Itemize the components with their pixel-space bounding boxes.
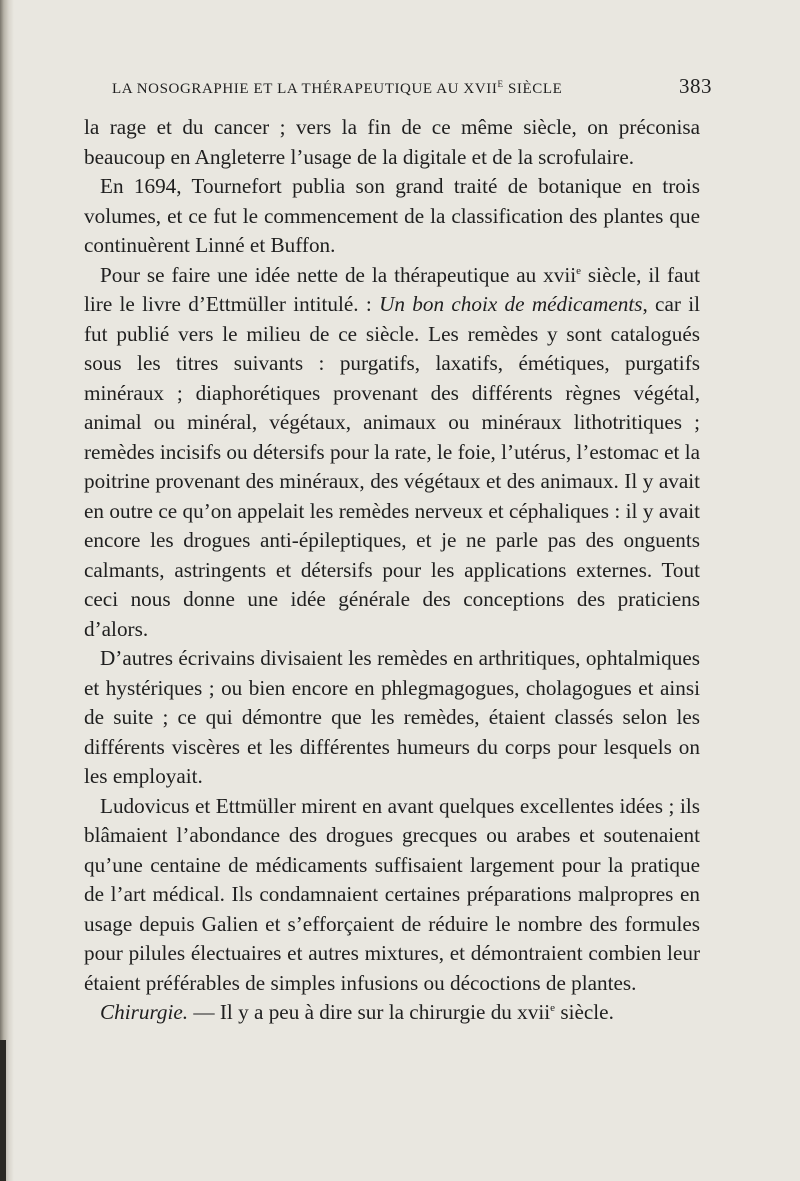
paragraph: la rage et du cancer ; vers la fin de ce même siècle, on préconisa beaucoup en Angleterre l’usage de la digitale et de la scrofulaire. — [84, 115, 700, 169]
running-title-text-end: SIÈCLE — [503, 81, 563, 97]
superscript: e — [550, 1001, 556, 1014]
book-title: Un bon choix de médicaments — [379, 292, 643, 316]
running-title-text: LA NOSOGRAPHIE ET LA THÉRAPEUTIQUE AU XVII — [112, 81, 498, 97]
paragraph: D’autres écrivains divisaient les remèdes en arthritiques, ophtalmiques et hystériques ; ou bien encore en phlegmagogues, cholagogues et ainsi de suite ; ce qui démontre que les remèdes, étaient classés selon les différents viscères et les différentes humeurs du corps pour lesquels on les employait. — [84, 646, 700, 788]
paragraph-text: siècle. — [555, 1000, 614, 1024]
running-header — [112, 74, 712, 104]
running-title — [112, 81, 562, 98]
paragraph — [84, 998, 700, 1028]
body-text — [84, 113, 700, 1028]
page-number: 383 — [679, 74, 712, 98]
paragraph: En 1694, Tournefort publia son grand traité de botanique en trois volumes, et ce fut le commencement de la classification des plantes que continuèrent Linné et Buffon. — [84, 174, 700, 257]
paragraph-text: — Il y a peu à dire sur la chirurgie du xvii — [188, 1000, 551, 1024]
paragraph-text: Pour se faire une idée nette de la thérapeutique au xvii — [100, 262, 577, 287]
paragraph: Ludovicus et Ettmüller mirent en avant quelques excellentes idées ; ils blâmaient l’abondance des drogues grecques ou arabes et soutenaient qu’une centaine de médicaments suffisaient largement pour la pratique de l’art médical. Ils condamnaient certaines préparations malpropres en usage depuis Galien et s’efforçaient de réduire le nombre des formules pour pilules électuaires et autres mixtures, et démontraient combien leur étaient préférables de simples infusions ou décoctions de plantes. — [84, 793, 700, 995]
running-title-superscript: E — [497, 79, 504, 89]
page-binding-shadow — [0, 0, 14, 1181]
paragraph-text: siècle, il faut lire le livre d’Ettmüller intitulé. : — [84, 262, 700, 316]
paragraph — [84, 261, 700, 645]
paragraph-text: , car il fut publié vers le milieu de ce siècle. Les remèdes y sont catalogués sous les titres suivants : purgatifs, laxatifs, émétiques, purgatifs minéraux ; diaphorétiques provenant des différents règnes végétal, animal ou minéral, végétaux, animaux ou minéraux lithotritiques ; remèdes incisifs ou détersifs pour la rate, le foie, l’utérus, l’estomac et la poitrine provenant des minéraux, des végétaux et des animaux. Il y avait en outre ce qu’on appelait les remèdes nerveux et céphaliques : il y avait encore les drogues anti-épileptiques, et je ne parle pas des onguents calmants, astringents et détersifs pour les applications externes. Tout ceci nous donne une idée générale des conceptions des praticiens d’alors. — [84, 292, 700, 641]
binding-mark — [0, 1040, 6, 1181]
superscript: e — [576, 264, 582, 277]
section-heading: Chirurgie. — [100, 1000, 189, 1024]
